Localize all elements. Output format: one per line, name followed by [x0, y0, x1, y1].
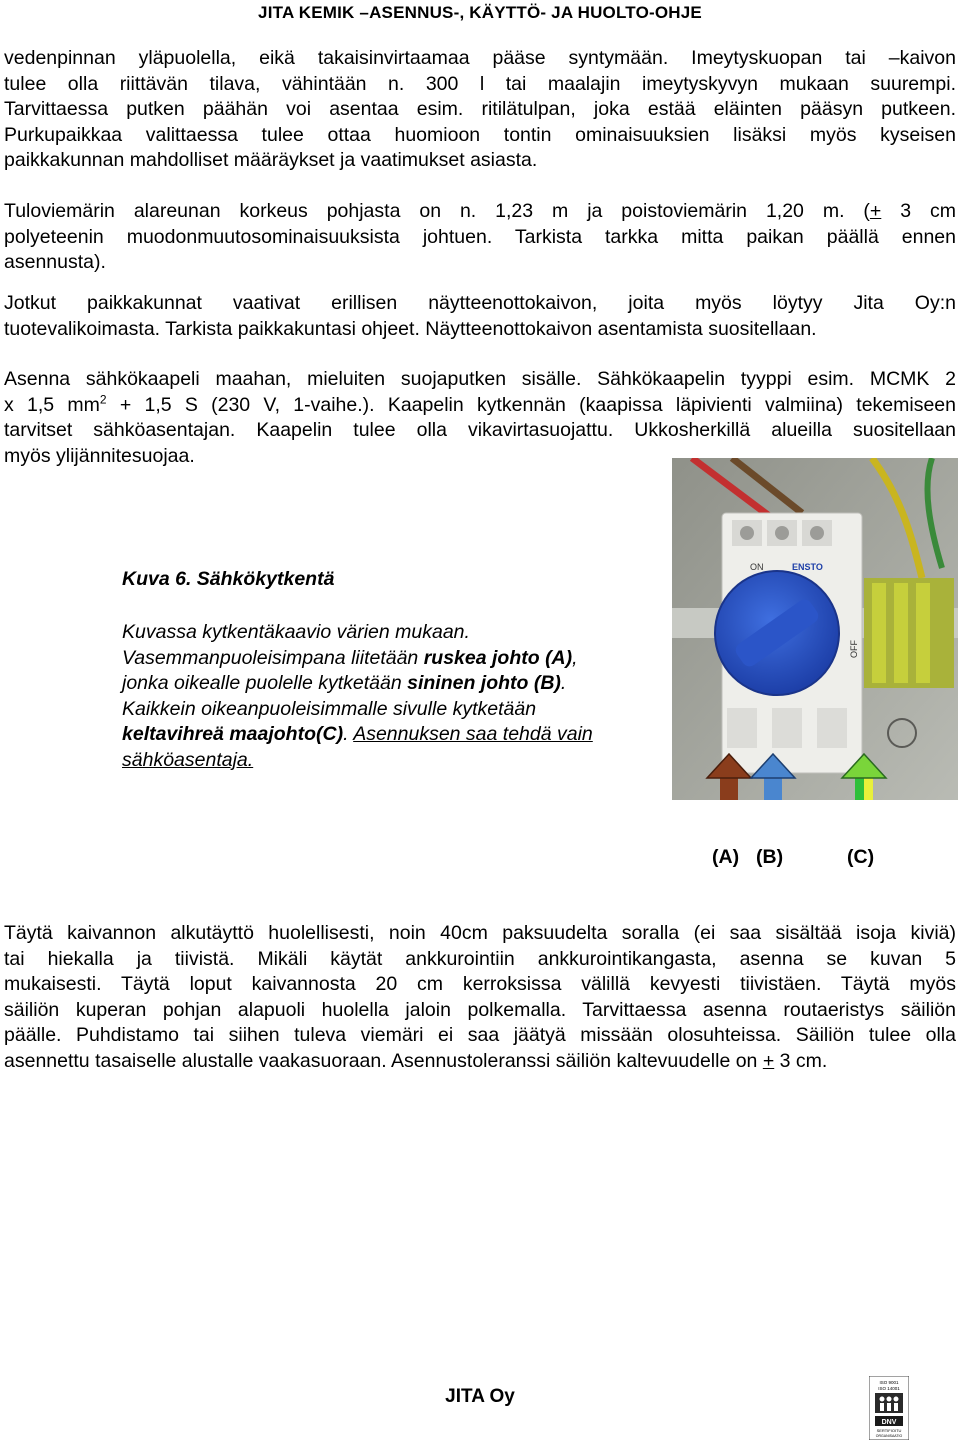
cert-text: ORGANISAATIO — [875, 1434, 903, 1438]
cert-text: ISO 14001 — [878, 1386, 900, 1391]
text-fragment: , — [572, 646, 578, 669]
figure-caption-text — [122, 620, 662, 773]
on-label: ON — [750, 562, 764, 572]
text-line: polyeteenin muodonmuutosominaisuuksista johtuen. Tarkista tarkka mitta paikan päällä ennen — [4, 225, 956, 248]
ground-wire-label: keltavihreä maajohto(C) — [122, 723, 344, 745]
text-line: tarvitset sähköasentajan. Kaapelin tulee olla vikavirtasuojattu. Ukkosherkillä alueilla suositellaan — [4, 419, 956, 441]
paragraph-sampling-well — [4, 291, 956, 342]
text-fragment: 3 cm. — [774, 1049, 828, 1072]
footer-company: JITA Oy — [445, 1386, 515, 1407]
text-line: säiliön kuperan pohjan alapuoli huolella jaloin polkemalla. Tarvittaessa asenna routaeristys säiliön — [4, 998, 956, 1021]
label-a: (A) — [712, 846, 740, 868]
paragraph-pipe-heights — [4, 199, 956, 276]
text-line: päälle. Puhdistamo tai siihen tuleva viemäri ei saa jäätyä missään olosuhteissa. Säiliön tulee olla — [4, 1024, 956, 1046]
page-header-title: JITA KEMIK –ASENNUS-, KÄYTTÖ- JA HUOLTO-OHJE — [258, 3, 702, 22]
caption-line — [122, 671, 662, 697]
warning-text: sähköasentaja. — [122, 748, 254, 771]
text-line: tai hiekalla ja tiivistä. Mikäli käytät ankkurointiin ankkurointikangasta, asenna se kuvan 5 — [4, 947, 956, 970]
paragraph-discharge — [4, 46, 956, 174]
text-fragment: Vasemmanpuoleisimpana liitetään — [122, 646, 424, 669]
text-line: Täytä kaivannon alkutäyttö huolellisesti, noin 40cm paksuudelta soralla (ei saa sisältää isoja kiviä) — [4, 922, 956, 944]
warning-text: Asennuksen saa tehdä vain — [353, 723, 593, 745]
paragraph-backfill — [4, 921, 956, 1074]
label-c: (C) — [847, 846, 875, 868]
paragraph-electric-cable — [4, 367, 956, 469]
caption-line: Kaikkein oikeanpuoleisimmalle sivulle kytketään — [122, 697, 537, 720]
off-label: OFF — [849, 640, 859, 658]
text-line: Asenna sähkökaapeli maahan, mieluiten suojaputken sisälle. Sähkökaapelin tyyppi esim. MCMK 2 — [4, 368, 956, 390]
dnv-mark: DNV — [881, 1419, 897, 1426]
text-line: tulee olla riittävän tilava, vähintään n. 300 l tai maalajin imeytyskyvyn mukaan suurempi. — [4, 72, 956, 95]
superscript: 2 — [99, 392, 107, 406]
lower-terminal — [727, 708, 757, 748]
text-line: Purkupaikkaa valittaessa tulee ottaa huomioon tontin ominaisuuksien lisäksi myös kyseisen — [4, 123, 956, 146]
terminal-slot — [894, 583, 908, 683]
caption-line — [122, 646, 662, 672]
text-line: tuotevalikoimasta. Tarkista paikkakuntasi ohjeet. Näytteenottokaivon asentamista suositellaan. — [4, 317, 817, 340]
caption-line — [122, 722, 662, 748]
text-line: myös ylijännitesuojaa. — [4, 444, 195, 467]
text-fragment: asennettu tasaiselle alustalle vaakasuoraan. Asennustoleranssi säiliön kaltevuudelle on — [4, 1049, 763, 1072]
cert-text: SERTIFIOITU — [876, 1428, 902, 1433]
lower-terminal — [817, 708, 847, 748]
text-fragment: . — [343, 723, 354, 745]
text-line: vedenpinnan yläpuolella, eikä takaisinvirtaamaa pääse syntymään. Imeytyskuopan tai –kaivon — [4, 47, 956, 69]
text-line — [4, 199, 956, 225]
plus-minus-sign: + — [762, 1049, 775, 1072]
brand-label: ENSTO — [792, 562, 823, 572]
caption-line: Kuvassa kytkentäkaavio värien mukaan. — [122, 621, 470, 643]
text-fragment: jonka oikealle puolelle kytketään — [122, 672, 408, 694]
lower-terminal — [772, 708, 802, 748]
text-line — [4, 1049, 956, 1075]
caption-line — [122, 748, 662, 774]
blue-wire-label: sininen johto (B) — [407, 672, 561, 694]
switch-photo — [672, 458, 958, 800]
screw-icon — [810, 526, 824, 540]
plus-minus-sign: + — [869, 200, 882, 222]
cert-text: ISO 9001 — [879, 1380, 899, 1385]
text-line: Jotkut paikkakunnat vaativat erillisen näytteenottokaivon, joita myös löytyy Jita Oy:n — [4, 292, 956, 314]
screw-icon — [740, 526, 754, 540]
figure-caption-title: Kuva 6. Sähkökytkentä — [122, 568, 335, 590]
text-line: paikkakunnan mahdolliset määräykset ja vaatimukset asiasta. — [4, 149, 538, 171]
brown-wire-label: ruskea johto (A) — [423, 646, 573, 669]
text-fragment: + 1,5 S (230 V, 1-vaihe.). Kaapelin kytkennän (kaapissa läpivienti valmiina) tekemiseen — [106, 393, 956, 416]
text-line — [4, 393, 956, 419]
text-fragment: . — [560, 672, 567, 694]
label-b: (B) — [756, 846, 784, 868]
text-line: mukaisesti. Täytä loput kaivannosta 20 cm kerroksissa välillä kevyesti tiivistäen. Täytä myös — [4, 973, 956, 995]
text-fragment: x 1,5 mm — [4, 393, 100, 416]
terminal-slot — [872, 583, 886, 683]
certification-logo — [869, 1376, 909, 1440]
terminal-slot — [916, 583, 930, 683]
screw-icon — [775, 526, 789, 540]
text-fragment: Tuloviemärin alareunan korkeus pohjasta on n. 1,23 m ja poistoviemärin 1,20 m. ( — [4, 200, 870, 222]
text-line: Tarvittaessa putken päähän voi asentaa esim. ritilätulpan, joka estää eläinten pääsyn putkeen. — [4, 98, 956, 120]
text-line: asennusta). — [4, 251, 106, 273]
text-fragment: 3 cm — [881, 200, 956, 222]
